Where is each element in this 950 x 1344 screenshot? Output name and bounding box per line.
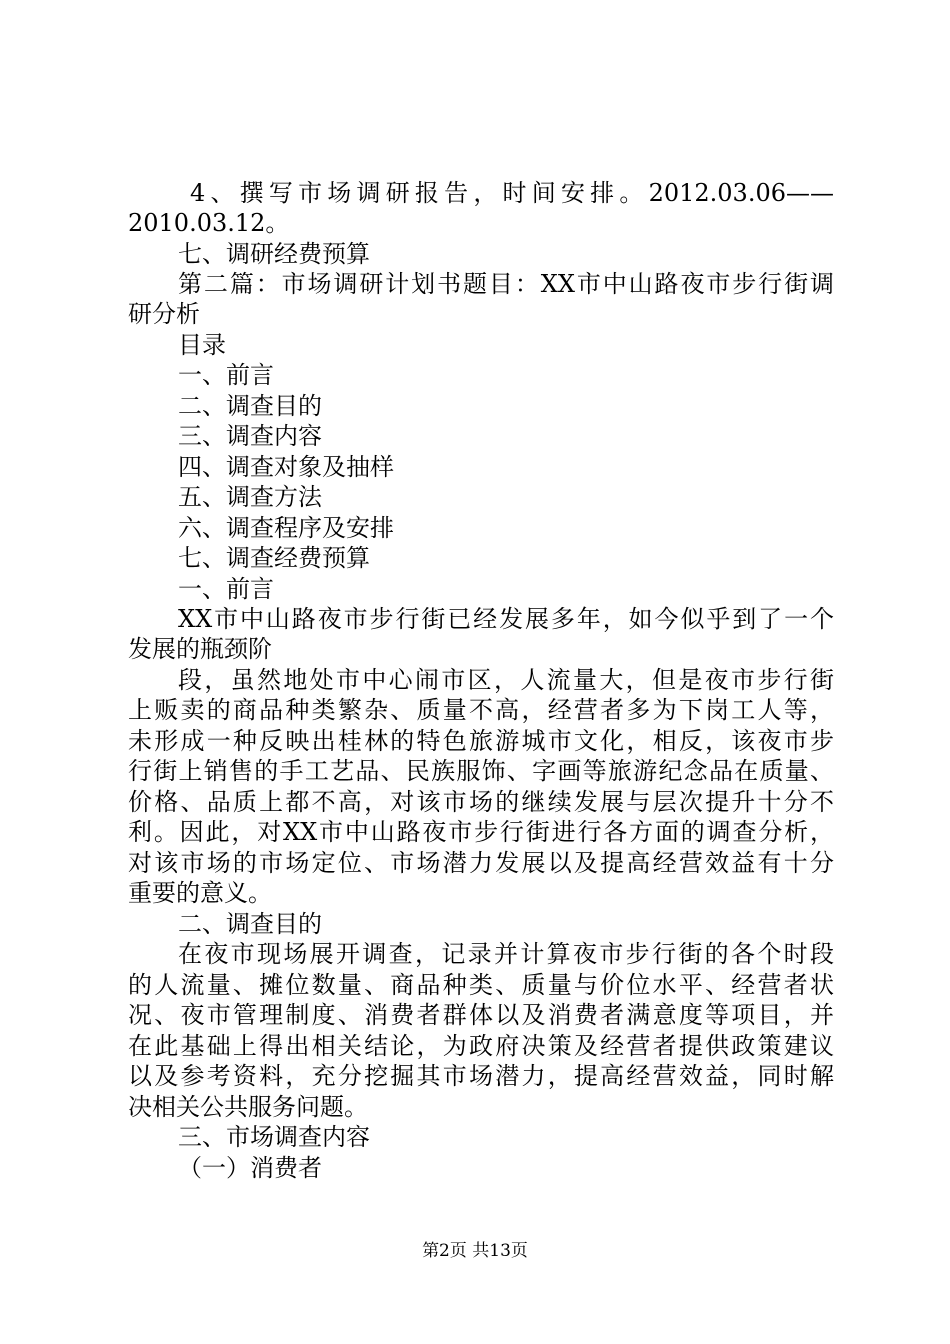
toc-item: 五、调查方法 — [178, 483, 322, 511]
toc-item: 四、调查对象及抽样 — [178, 453, 394, 481]
paragraph-line: 在此基础上得出相关结论，为政府决策及经营者提供政策建议 — [128, 1032, 834, 1060]
page-number-footer: 第2页 共13页 — [422, 1241, 528, 1261]
paragraph-line: 况、夜市管理制度、消费者群体以及消费者满意度等项目，并 — [128, 1001, 834, 1029]
section-heading: 一、前言 — [178, 575, 274, 603]
paragraph-line: 利。因此，对XX市中山路夜市步行街进行各方面的调查分析， — [128, 818, 834, 846]
toc-heading: 目录 — [178, 331, 226, 359]
paragraph-line: XX市中山路夜市步行街已经发展多年，如今似乎到了一个 — [178, 605, 834, 633]
paragraph-line: 上贩卖的商品种类繁杂、质量不高，经营者多为下岗工人等， — [128, 696, 834, 724]
paragraph-line: 重要的意义。 — [128, 879, 272, 907]
toc-item: 一、前言 — [178, 361, 274, 389]
paragraph-line: 决相关公共服务问题。 — [128, 1093, 368, 1121]
toc-item: 三、调查内容 — [178, 422, 322, 450]
chapter-title-cont: 研分析 — [128, 300, 200, 328]
section-heading: 三、市场调查内容 — [178, 1123, 370, 1151]
paragraph-line: 未形成一种反映出桂林的特色旅游城市文化，相反，该夜市步 — [128, 727, 834, 755]
toc-item: 七、调查经费预算 — [178, 544, 370, 572]
paragraph-line: 对该市场的市场定位、市场潜力发展以及提高经营效益有十分 — [128, 849, 834, 877]
paragraph-line: 价格、品质上都不高，对该市场的继续发展与层次提升十分不 — [128, 788, 834, 816]
subsection-heading: （一）消费者 — [178, 1154, 322, 1182]
text-line: 2010.03.12。 — [128, 209, 290, 237]
text-line: 4、撰写市场调研报告，时间安排。2012.03.06—— — [190, 179, 834, 207]
chapter-title: 第二篇：市场调研计划书题目：XX市中山路夜市步行街调 — [178, 270, 834, 298]
paragraph-line: 在夜市现场展开调查，记录并计算夜市步行街的各个时段 — [178, 940, 834, 968]
toc-item: 六、调查程序及安排 — [178, 514, 394, 542]
paragraph-line: 段，虽然地处市中心闹市区，人流量大，但是夜市步行街 — [178, 666, 834, 694]
paragraph-line: 的人流量、摊位数量、商品种类、质量与价位水平、经营者状 — [128, 971, 834, 999]
paragraph-line: 以及参考资料，充分挖掘其市场潜力，提高经营效益，同时解 — [128, 1062, 834, 1090]
paragraph-line: 行街上销售的手工艺品、民族服饰、字画等旅游纪念品在质量、 — [128, 757, 834, 785]
toc-item: 二、调查目的 — [178, 392, 322, 420]
paragraph-line: 发展的瓶颈阶 — [128, 635, 272, 663]
section-heading: 二、调查目的 — [178, 910, 322, 938]
section-heading: 七、调研经费预算 — [178, 240, 370, 268]
